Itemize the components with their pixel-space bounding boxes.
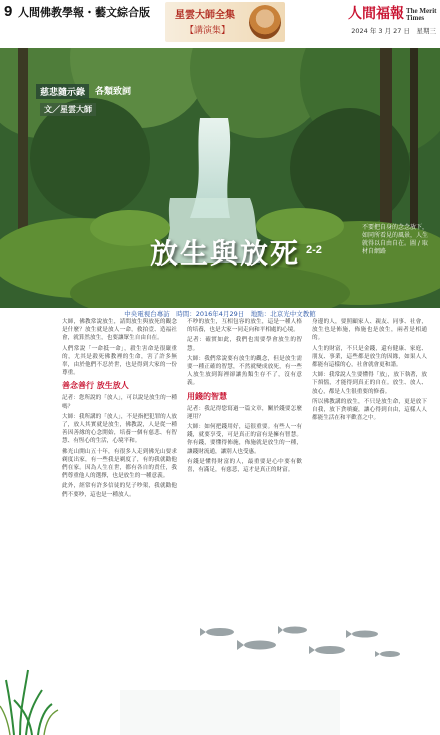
- page-number: 9: [4, 3, 13, 20]
- paragraph: 所以佛教講的放生，不只是放生命，更是放下自我，放下貪嗔癡，讓心得到自由，這樣人人都能生活在和平歡喜之中。: [312, 398, 427, 422]
- article-part: 2-2: [306, 244, 322, 256]
- column-1: [62, 318, 177, 501]
- paragraph: 人們常說「一命抵一命」，殺生害命是很嚴重的，尤其是殺死佛教裡的生命，害了許多無辜，由於他們不忍於世，也是得到大家的一份尊重。: [62, 345, 177, 377]
- banner-title: 星雲大師全集: [175, 10, 235, 21]
- paragraph: 人生的財富，不只是金錢，還有健康、家庭、朋友、事業，這些都是放生的因緣，如果人人都能有這樣的心，社會就會更和諧。: [312, 345, 427, 369]
- column-2: [187, 318, 302, 476]
- paragraph: 大師，佛教常說放生，請問放生與放死的觀念是什麼？放生就是放人一命，救拍壹、造福社會，就算然放生，也要讓眾生自由自在。: [62, 319, 177, 342]
- column-3: [312, 318, 427, 424]
- issue-date: 2024 年 3 月 27 日 星期三: [351, 27, 436, 35]
- paragraph: 記者：我記得您寫過一篇文章，關於錢要怎麼運用？: [187, 405, 302, 420]
- section-title: 人間佛教學報・藝文綜合版: [18, 6, 150, 19]
- paragraph: 有錢是懂得財富的人，最重要是心中要有歡喜，有滿足，有慈悲，這才是真正的財富。: [187, 458, 302, 474]
- paragraph: 記者：確實如此，我們也需要學會放生的智慧。: [187, 337, 302, 352]
- subheading: 用錢的智慧: [187, 391, 227, 401]
- paragraph: 大師：如何把錢用好，這很重要。有些人一有錢，就要享受，可是真正的富有是擁有智慧。你有錢，要懂得佈施，佈施就是放生的一種，讓錢財流通，讓別人也受惠。: [187, 424, 302, 455]
- newspaper-logo: 人間福報: [348, 6, 404, 22]
- book-banner[interactable]: [165, 2, 285, 42]
- column-tag: 慈悲隨示錄: [36, 84, 89, 99]
- master-portrait-icon: [249, 5, 281, 39]
- newspaper-logo-en: The Merit Times: [406, 7, 437, 22]
- source-line: 中央電視台專訪 時間：2016年4月29日 地點：北京光中文教館: [124, 310, 316, 318]
- photo-caption: 不要把自身的念念放下，如同所看見的風景，人生就得以自由自在。圖 / 取材自網路: [362, 224, 429, 255]
- paragraph: 此外，經常有許多信徒的兒子吵架，我就勸他們不要吵，這也是一種放人。: [62, 483, 177, 498]
- hero-image: [0, 48, 440, 308]
- author-byline: 文／星雲大師: [40, 103, 96, 116]
- page-header: [0, 0, 440, 48]
- paragraph: 大師：我們常說要有放生的觀念，但是放生需要一種正確的智慧，不然就變成放死，有一些人放生放到海裡卻讓魚類生存不了，沒有意義。: [187, 355, 302, 387]
- paragraph: 佛光山開山五十年，有很多人走到佛光山要求剃度出家，有一些我是剃度了，有的我就勸他們在家。因為人生在世，都有各自的責任，我們尊重他人的選擇，也是放生的一種意義。: [62, 448, 177, 480]
- column-name: 各類致詞: [95, 87, 132, 97]
- grass-decoration: [0, 660, 440, 735]
- article-title: 放生與放死: [150, 237, 301, 270]
- paragraph: 大師：我常說人生要懂得「放」，放下執著，放下煩惱，才能得到真正的自在。放生、放人、放心，都是人生很重要的修養。: [312, 372, 427, 395]
- subheading: 善念善行 放生放人: [62, 381, 129, 391]
- paragraph: 身邊的人，要照顧家人、親友、同事、社會，放生也是佈施，佈施也是放生，兩者是相通的。: [312, 319, 427, 342]
- paragraph: 大師：我所講的「放人」，不是指把犯罪的人放了，放人其實就是放生，佛教說，人是從一種善因善緣的心念開始，培養一個有慈悲、有智慧、有恆心的生活，心境平和。: [62, 413, 177, 445]
- fish-illustration: [190, 620, 410, 665]
- paragraph: 不吵的放生，互相包容的放生，這是一種人格的培養，也是大家一同走向和平相處的心境。: [187, 319, 302, 334]
- banner-subtitle: 【講演集】: [185, 26, 231, 36]
- article-body: [62, 318, 432, 656]
- paragraph: 記者：您所說的「放人」，可以說是放生的一種嗎？: [62, 395, 177, 410]
